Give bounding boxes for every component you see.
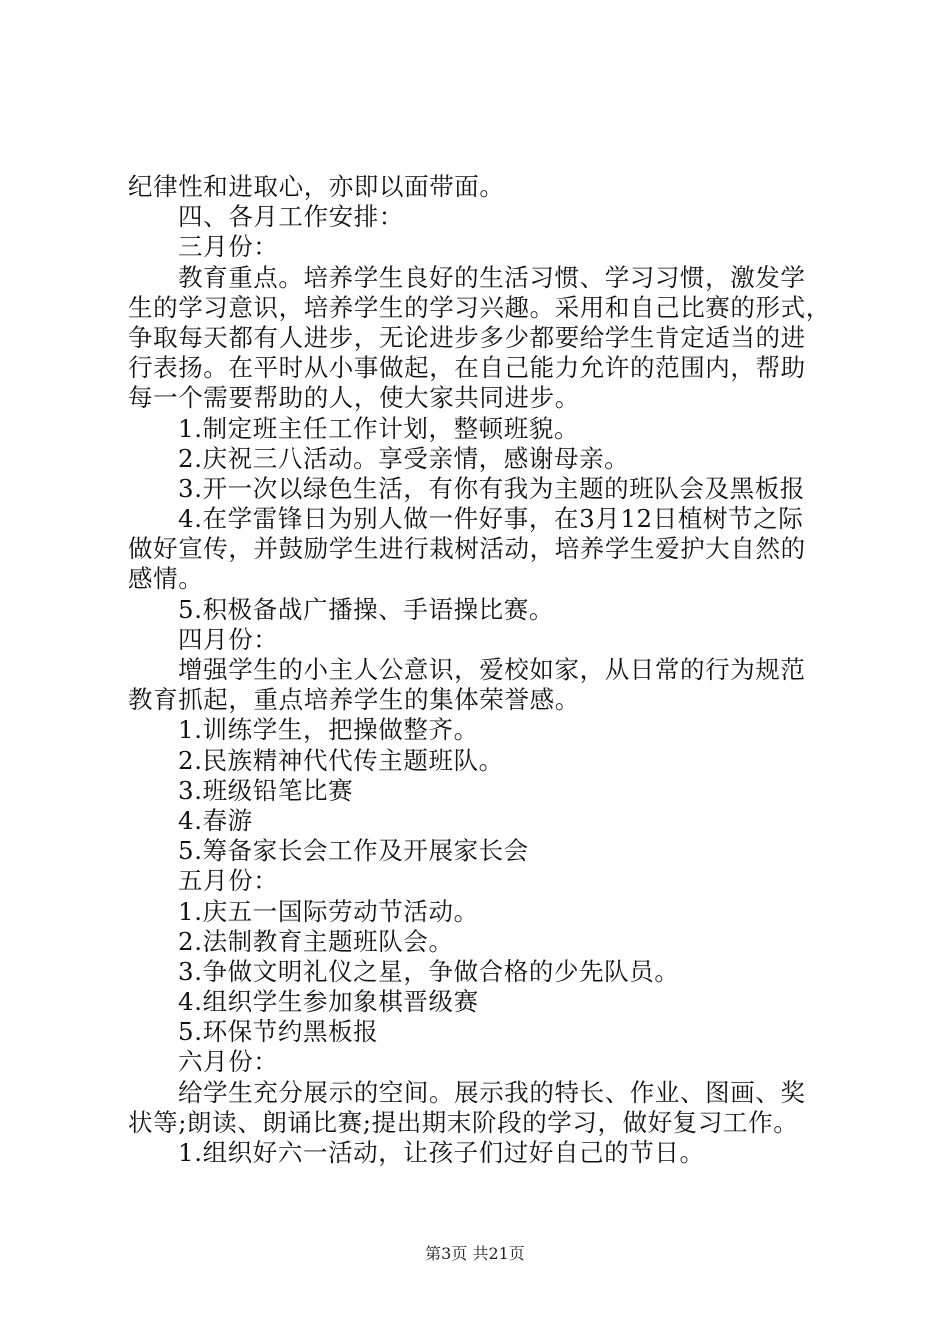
text-line: 感情。: [128, 564, 204, 594]
text-line: 4.春游: [178, 805, 253, 835]
page-footer: 第3页 共21页: [425, 1244, 525, 1263]
text-line: 状等;朗读、朗诵比赛;提出期末阶段的学习，做好复习工作。: [128, 1107, 799, 1137]
text-line: 六月份：: [178, 1047, 279, 1077]
text-line: 教育重点。培养学生良好的生活习惯、学习习惯，激发学: [178, 262, 806, 292]
text-line: 2.庆祝三八活动。享受亲情，感谢母亲。: [178, 443, 630, 473]
text-line: 2.民族精神代代传主题班队。: [178, 745, 504, 775]
text-line: 教育抓起，重点培养学生的集体荣誉感。: [128, 685, 580, 715]
text-line: 生的学习意识，培养学生的学习兴趣。采用和自己比赛的形式，: [128, 292, 831, 322]
text-line: 三月份：: [178, 232, 279, 262]
text-line: 1.制定班主任工作计划，整顿班貌。: [178, 413, 580, 443]
text-line: 纪律性和进取心，亦即以面带面。: [128, 172, 505, 201]
text-line: 4.在学雷锋日为别人做一件好事，在3月12日植树节之际: [178, 504, 804, 534]
text-line: 1.组织好六一活动，让孩子们过好自己的节日。: [178, 1138, 705, 1167]
text-line: 1.庆五一国际劳动节活动。: [178, 896, 479, 926]
text-line: 5.筹备家长会工作及开展家长会: [178, 836, 529, 866]
document-body: [128, 172, 838, 1168]
text-line: 四、各月工作安排：: [178, 202, 404, 232]
text-line: 3.争做文明礼仪之星，争做合格的少先队员。: [178, 956, 680, 986]
text-line: 争取每天都有人进步，无论进步多少都要给学生肯定适当的进: [128, 322, 806, 352]
text-line: 四月份：: [178, 624, 279, 654]
text-line: 每一个需要帮助的人，使大家共同进步。: [128, 383, 580, 413]
text-line: 五月份：: [178, 866, 279, 896]
text-line: 做好宣传，并鼓励学生进行栽树活动，培养学生爱护大自然的: [128, 534, 806, 564]
text-line: 5.环保节约黑板报: [178, 1017, 379, 1047]
text-line: 5.积极备战广播操、手语操比赛。: [178, 594, 554, 624]
text-line: 3.开一次以绿色生活，有你有我为主题的班队会及黑板报: [178, 473, 805, 503]
text-line: 增强学生的小主人公意识，爱校如家，从日常的行为规范: [178, 655, 806, 684]
text-line: 给学生充分展示的空间。展示我的特长、作业、图画、奖: [178, 1077, 806, 1107]
text-line: 2.法制教育主题班队会。: [178, 926, 454, 956]
text-line: 1.训练学生，把操做整齐。: [178, 715, 479, 745]
text-line: 3.班级铅笔比赛: [178, 775, 354, 805]
text-line: 行表扬。在平时从小事做起，在自己能力允许的范围内，帮助: [128, 353, 806, 383]
text-line: 4.组织学生参加象棋晋级赛: [178, 987, 479, 1017]
